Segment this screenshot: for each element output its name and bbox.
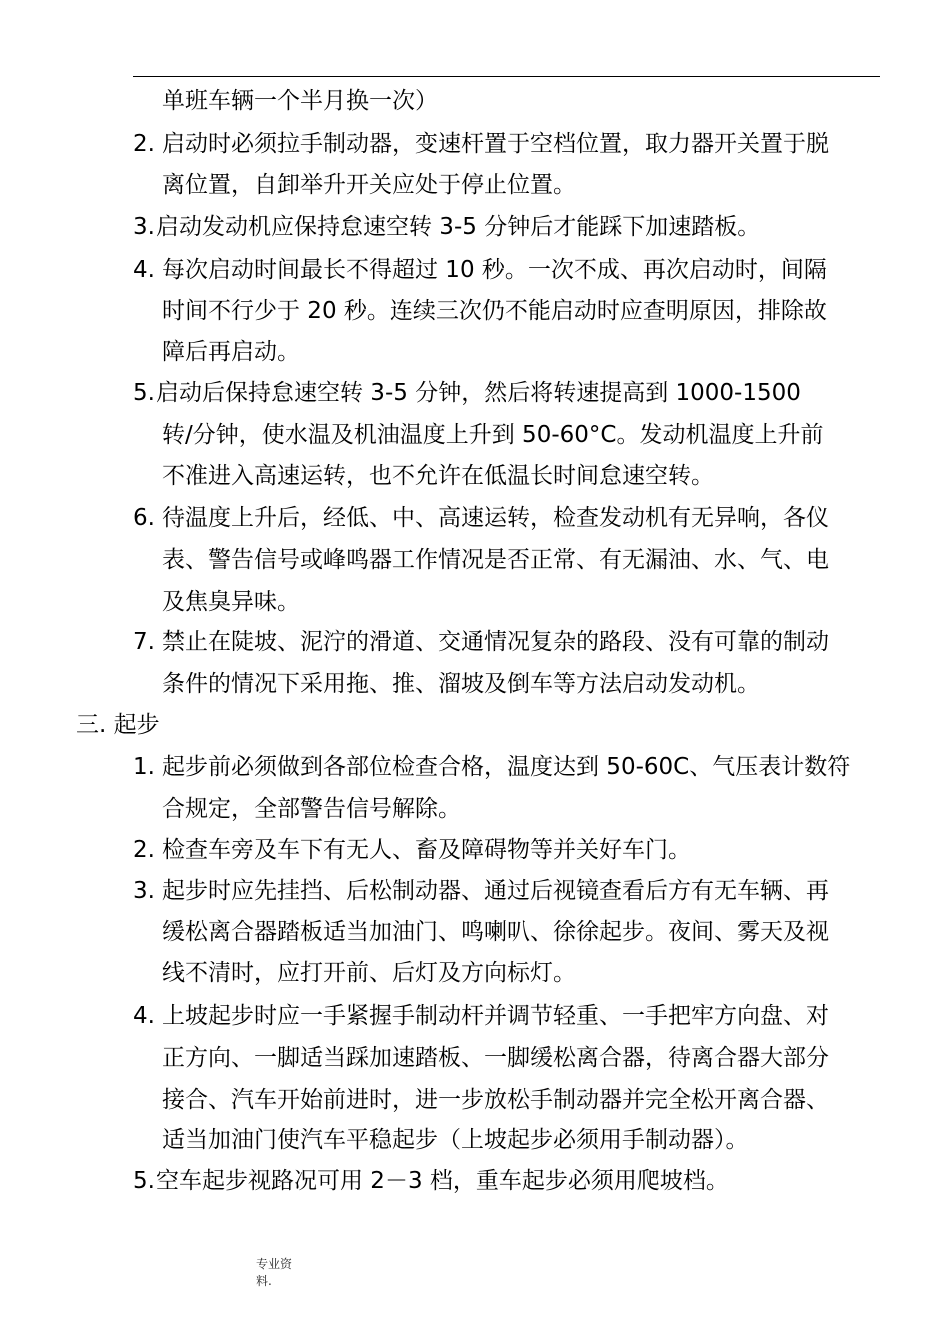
- header-rule: [133, 76, 880, 77]
- text-line: 正方向、一脚适当踩加速踏板、一脚缓松离合器，待离合器大部分: [162, 1045, 829, 1071]
- item-number: 3.: [133, 214, 155, 240]
- text-line: 缓松离合器踏板适当加油门、鸣喇叭、徐徐起步。夜间、雾天及视: [162, 919, 829, 945]
- text-line: 线不清时，应打开前、后灯及方向标灯。: [162, 960, 576, 986]
- text-line: 转/分钟，使水温及机油温度上升到 50-60°C。发动机温度上升前: [162, 422, 824, 448]
- text-line: 表、警告信号或峰鸣器工作情况是否正常、有无漏油、水、气、电: [162, 547, 829, 573]
- item-number: 3.: [133, 878, 155, 904]
- text-line: 起步前必须做到各部位检查合格，温度达到 50-60C、气压表计数符: [162, 754, 851, 780]
- item-number: 4.: [133, 257, 155, 283]
- item-number: 6.: [133, 505, 155, 531]
- text-line: 时间不行少于 20 秒。连续三次仍不能启动时应查明原因，排除故: [162, 298, 827, 324]
- footer-text: 料.: [256, 1274, 272, 1288]
- section-heading: 三. 起步: [76, 712, 160, 738]
- text-line: 待温度上升后，经低、中、高速运转，检查发动机有无异响，各仪: [162, 505, 829, 531]
- text-line: 单班车辆一个半月换一次）: [162, 88, 438, 114]
- text-line: 合规定，全部警告信号解除。: [162, 796, 461, 822]
- text-line: 启动发动机应保持怠速空转 3-5 分钟后才能踩下加速踏板。: [156, 214, 761, 240]
- text-line: 启动时必须拉手制动器，变速杆置于空档位置，取力器开关置于脱: [162, 131, 829, 157]
- text-line: 接合、汽车开始前进时，进一步放松手制动器并完全松开离合器、: [162, 1087, 829, 1113]
- text-line: 启动后保持怠速空转 3-5 分钟，然后将转速提高到 1000-1500: [156, 380, 801, 406]
- item-number: 7.: [133, 629, 155, 655]
- text-line: 适当加油门使汽车平稳起步（上坡起步必须用手制动器）。: [162, 1127, 749, 1153]
- text-line: 及焦臭异味。: [162, 589, 300, 615]
- text-line: 障后再启动。: [162, 339, 300, 365]
- item-number: 4.: [133, 1003, 155, 1029]
- text-line: 每次启动时间最长不得超过 10 秒。一次不成、再次启动时，间隔: [162, 257, 827, 283]
- text-line: 离位置，自卸举升开关应处于停止位置。: [162, 172, 576, 198]
- text-line: 起步时应先挂挡、后松制动器、通过后视镜查看后方有无车辆、再: [162, 878, 829, 904]
- item-number: 2.: [133, 837, 155, 863]
- text-line: 禁止在陡坡、泥泞的滑道、交通情况复杂的路段、没有可靠的制动: [162, 629, 829, 655]
- item-number: 2.: [133, 131, 155, 157]
- item-number: 1.: [133, 754, 155, 780]
- text-line: 上坡起步时应一手紧握手制动杆并调节轻重、一手把牢方向盘、对: [162, 1003, 829, 1029]
- text-line: 空车起步视路况可用 2－3 档，重车起步必须用爬坡档。: [156, 1168, 729, 1194]
- item-number: 5.: [133, 380, 155, 406]
- footer-text: 专业资: [256, 1257, 293, 1271]
- item-number: 5.: [133, 1168, 155, 1194]
- text-line: 不准进入高速运转，也不允许在低温长时间怠速空转。: [162, 463, 714, 489]
- text-line: 检查车旁及车下有无人、畜及障碍物等并关好车门。: [162, 837, 691, 863]
- text-line: 条件的情况下采用拖、推、溜坡及倒车等方法启动发动机。: [162, 671, 760, 697]
